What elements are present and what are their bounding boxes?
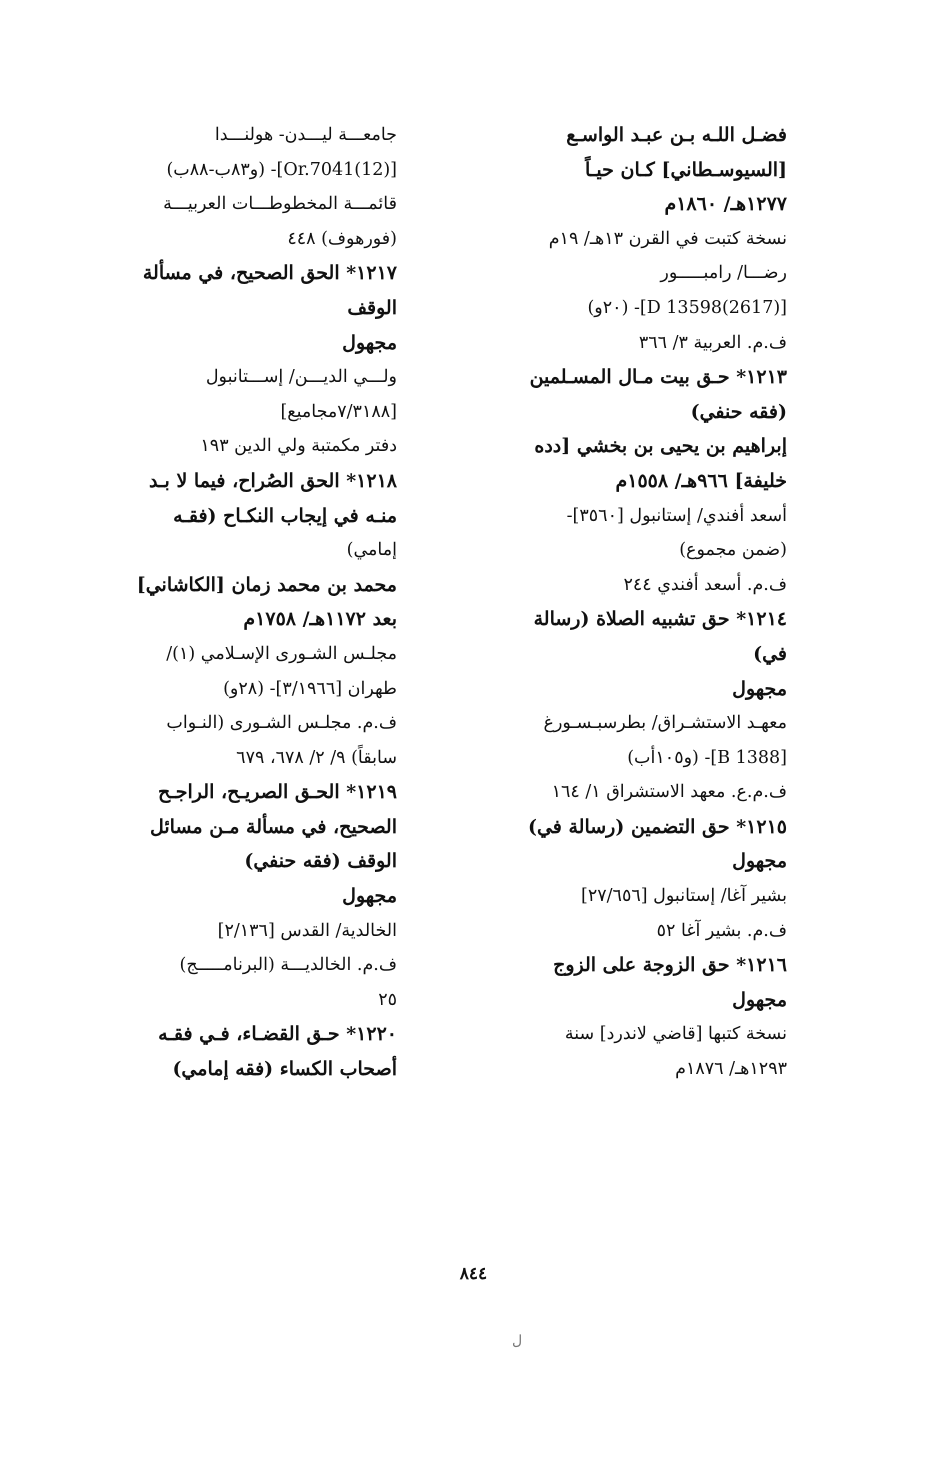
right-column-line: [السيوسـطاني] كـان حيـاً <box>585 158 787 181</box>
left-column-line: مجلـس الشـورى الإسـلامي (١)/ <box>166 643 397 664</box>
left-column <box>67 118 397 1087</box>
left-column-line: الخالدية/ القدس [٢/١٣٦] <box>217 920 397 941</box>
left-column-line: الوقف <box>347 296 397 319</box>
right-column-line: مجهول <box>732 850 787 873</box>
right-column-line: خليفة] ٩٦٦هـ/ ١٥٥٨م <box>615 469 787 492</box>
left-column-line: أصحاب الكساء (فقه إمامي) <box>172 1058 397 1081</box>
right-column-line: ١٢٩٣هـ/ ١٨٧٦م <box>675 1059 787 1080</box>
left-column-line: قائمـــة المخطوطـــات العربيـــة <box>163 194 397 215</box>
left-column-line: الوقف (فقه حنفي) <box>244 850 397 873</box>
left-column-line: دفتر مكمتبة ولي الدين ١٩٣ <box>200 436 397 457</box>
left-column-line: جامعـــة ليـــدن- هولنـــدا <box>214 125 397 145</box>
right-column-line: ف.م. العربية ٣/ ٣٦٦ <box>638 332 787 353</box>
left-column-line: ٢٥ <box>378 989 397 1010</box>
right-column-line: نسخة كتبت في القرن ١٣هـ/ ١٩م <box>548 228 787 249</box>
right-column <box>487 118 787 1087</box>
right-column-line: بشير آغا/ إستانبول [٢٧/٦٥٦] <box>581 886 787 907</box>
right-column-line: مجهول <box>732 988 787 1011</box>
left-column-line: الصحيح، في مسألة مـن مسائل <box>149 815 397 838</box>
left-column-line: محمد بن محمد زمان [الكاشاني] <box>136 573 397 596</box>
left-column-line: إمامي) <box>346 540 397 561</box>
left-column-line: ١٢١٨* الحق الصُراح، فيما لا بـد <box>149 469 397 492</box>
right-column-line: مجهول <box>732 677 787 700</box>
right-column-line: (ضمن مجموع) <box>679 540 787 561</box>
left-column-line: ١٢١٩* الحـق الصريـح، الراجـح <box>157 781 397 804</box>
left-column-line: ف.م. مجلـس الشـورى (النـواب <box>166 713 397 734</box>
left-column-line: ١٢١٧* الحق الصحيح، في مسألة <box>142 262 397 285</box>
right-column-line: (فقه حنفي) <box>690 400 787 423</box>
left-column-line: (فورهوف) ٤٤٨ <box>287 228 397 249</box>
stray-mark: ل <box>512 1333 523 1349</box>
right-column-line: [B 1388]- (و١٠٥أب) <box>627 747 787 768</box>
left-column-line: منـه في إيجاب النكـاح (فقـه <box>173 504 397 527</box>
left-column-line: [Or.7041(12)]- (و٨٣ب-٨٨ب) <box>166 159 397 180</box>
right-column-line: فضـل اللـه بـن عبـد الواسـع <box>566 124 787 146</box>
right-column-line: ١٢١٥* حق التضمين (رسالة في) <box>527 815 787 838</box>
right-column-line: أسعد أفندي/ إستانبول [٣٥٦٠]- <box>566 505 787 526</box>
right-column-line: إبراهيم بن يحيى بن بخشي [دده <box>534 435 787 458</box>
page-number: ٨٤٤ <box>459 1264 488 1284</box>
right-column-line: ١٢٧٧هـ/ ١٨٦٠م <box>664 193 787 216</box>
left-column-line: سابقاً) ٩/ ٢/ ٦٧٨، ٦٧٩ <box>236 747 397 768</box>
right-column-line: ١٢١٤* حق تشبيه الصلاة (رسالة <box>533 608 787 631</box>
left-column-line: طهران [٣/١٩٦٦]- (٢٨و) <box>223 678 397 699</box>
right-column-line: معهـد الاستشـراق/ بطرسبـسـورغ <box>543 713 787 734</box>
left-column-line: مجهول <box>342 331 397 354</box>
left-column-line: مجهول <box>342 885 397 908</box>
left-column-line: ١٢٢٠* حـق القضـاء، فـي فقـه <box>158 1023 397 1046</box>
left-column-line: بعد ١١٧٢هـ/ ١٧٥٨م <box>243 608 397 631</box>
right-column-line: [D 13598(2617)]- (٢٠و) <box>587 297 787 318</box>
left-column-line: [٧/٣١٨٨مجاميع] <box>280 401 397 422</box>
right-column-line: ف.م. أسعد أفندي ٢٤٤ <box>623 574 787 595</box>
right-column-line: ف.م. بشير آغا ٥٢ <box>656 920 787 941</box>
left-column-line: ولـــي الديـــن/ إســـتانبول <box>205 367 397 388</box>
right-column-line: ١٢١٣* حـق بيت مـال المسـلمين <box>529 366 787 389</box>
right-column-line: ١٢١٦* حق الزوجة على الزوج <box>553 954 787 977</box>
right-column-line: نسخة كتبها [قاضي لاندرد] سنة <box>564 1024 787 1045</box>
right-column-line: في) <box>753 642 787 665</box>
right-column-line: ف.م.ع. معهد الاستشراق ١/ ١٦٤ <box>551 782 787 803</box>
left-column-line: ف.م. الخالديـــة (البرنامـــــج) <box>179 955 397 976</box>
right-column-line: رضـــا/ رامبـــــور <box>660 263 787 284</box>
